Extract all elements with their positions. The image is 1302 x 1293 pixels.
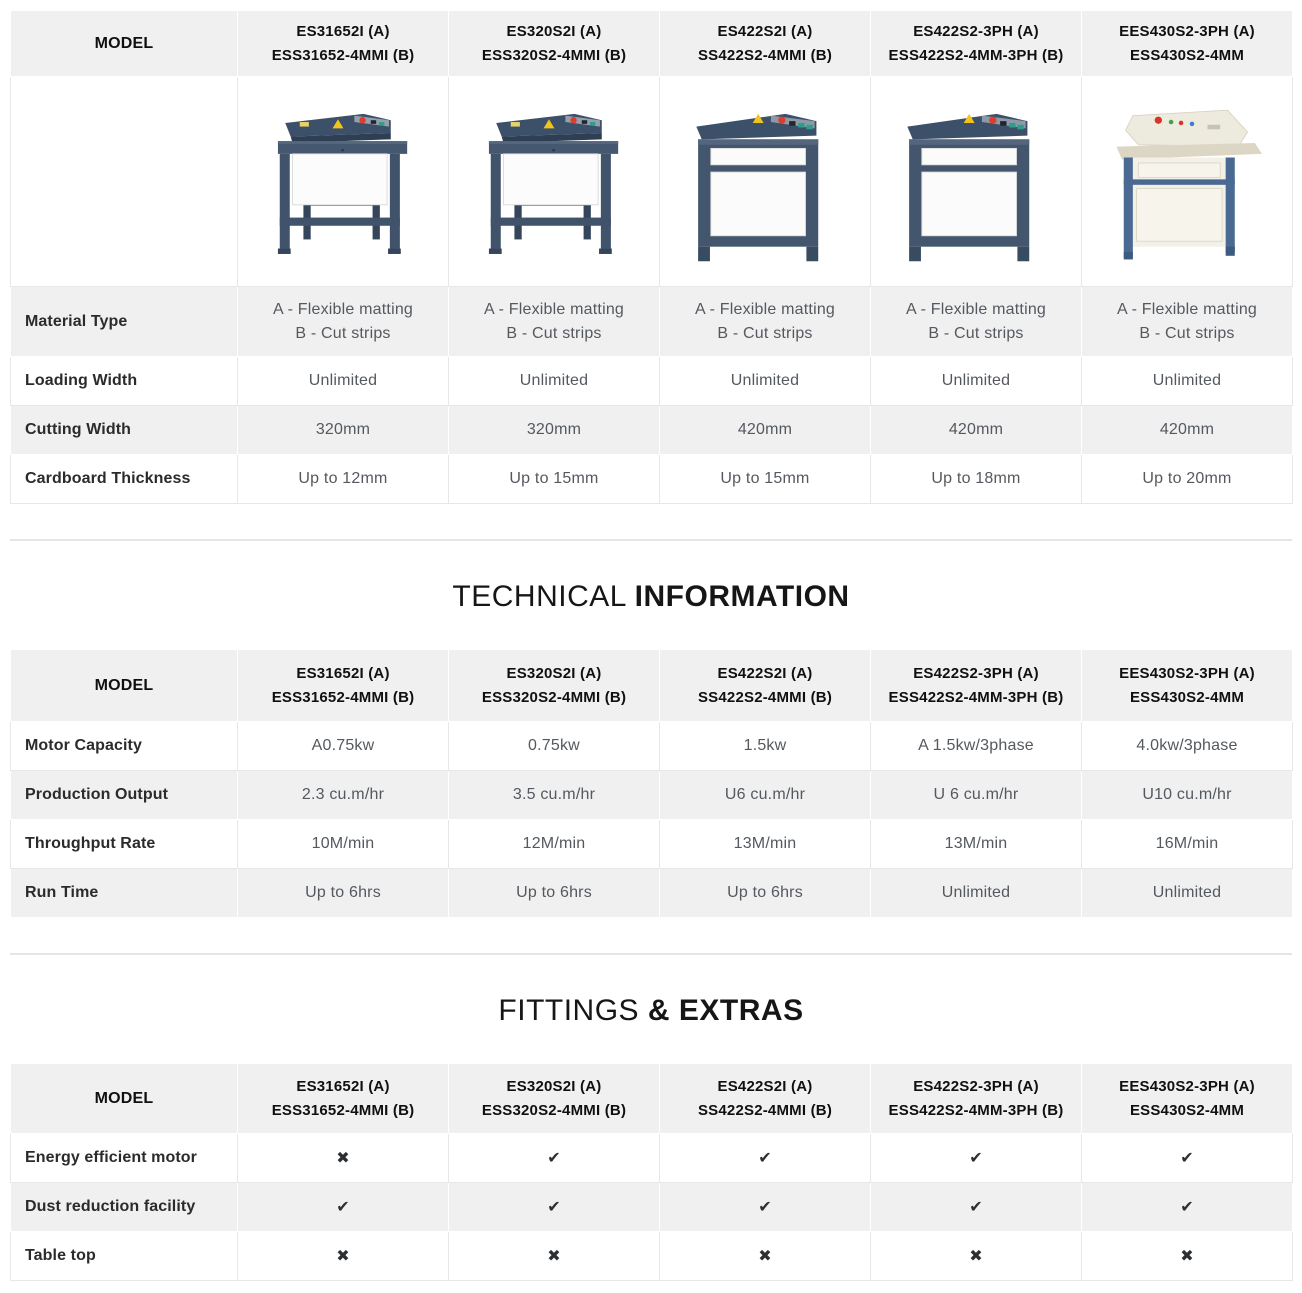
- spec-value: 13M/min: [871, 820, 1082, 869]
- dust-reduction-facility-row: [11, 1183, 1293, 1232]
- specs-table: [10, 10, 1293, 504]
- feature-cell: [1082, 1183, 1293, 1232]
- spec-value: 3.5 cu.m/hr: [449, 771, 660, 820]
- check-icon: ✔: [758, 1197, 772, 1216]
- spec-value: Up to 6hrs: [660, 869, 871, 918]
- model-name-line1: EES430S2-3PH (A): [1119, 22, 1255, 40]
- material-type-value: A - Flexible matting B - Cut strips: [660, 287, 871, 357]
- model-header-cell: [11, 1064, 238, 1134]
- model-name-cell: [449, 650, 660, 722]
- spec-value: Up to 12mm: [238, 455, 449, 504]
- spec-value: 2.3 cu.m/hr: [238, 771, 449, 820]
- spec-value: A 1.5kw/3phase: [871, 722, 1082, 771]
- model-name-line1: ES422S2-3PH (A): [913, 22, 1039, 40]
- check-icon: ✔: [969, 1197, 983, 1216]
- spec-value: Unlimited: [871, 869, 1082, 918]
- spec-value: 13M/min: [660, 820, 871, 869]
- cross-icon: ✖: [969, 1246, 983, 1265]
- technical-header-row: [11, 650, 1293, 722]
- run-time-row: [11, 869, 1293, 918]
- spec-value: Unlimited: [1082, 869, 1293, 918]
- model-name-cell: [871, 1064, 1082, 1134]
- spec-value: 320mm: [238, 406, 449, 455]
- material-type-value: A - Flexible matting B - Cut strips: [449, 287, 660, 357]
- product-image-cell: [871, 77, 1082, 287]
- technical-information-title: TECHNICAL INFORMATION: [452, 580, 850, 613]
- check-icon: ✔: [1180, 1148, 1194, 1167]
- model-name-cell: [871, 650, 1082, 722]
- spec-value: Up to 6hrs: [449, 869, 660, 918]
- cutting-width-row: [11, 406, 1293, 455]
- row-label: Energy efficient motor: [11, 1134, 238, 1183]
- model-name-cell: [1082, 1064, 1293, 1134]
- model-name-line1: ES422S2-3PH (A): [913, 664, 1039, 682]
- spec-value: Up to 18mm: [871, 455, 1082, 504]
- spec-value: A0.75kw: [238, 722, 449, 771]
- spec-value: 4.0kw/3phase: [1082, 722, 1293, 771]
- model-name-line1: ES31652I (A): [296, 1077, 390, 1095]
- section-divider: [10, 539, 1292, 541]
- spec-value: Up to 20mm: [1082, 455, 1293, 504]
- model-name-line2: ESS422S2-4MM-3PH (B): [888, 688, 1064, 706]
- feature-cell: [871, 1134, 1082, 1183]
- model-name-cell: [449, 11, 660, 77]
- model-name-line2: SS422S2-4MMI (B): [697, 1101, 833, 1119]
- spec-value: 420mm: [871, 406, 1082, 455]
- row-label: Throughput Rate: [11, 820, 238, 869]
- spec-value: Unlimited: [871, 357, 1082, 406]
- feature-cell: [449, 1183, 660, 1232]
- cross-icon: ✖: [336, 1246, 350, 1265]
- feature-cell: [1082, 1134, 1293, 1183]
- model-header-cell: [11, 650, 238, 722]
- product-image-cell: [449, 77, 660, 287]
- spec-value: 12M/min: [449, 820, 660, 869]
- spec-value: 16M/min: [1082, 820, 1293, 869]
- spec-value: Unlimited: [1082, 357, 1293, 406]
- product-image-cell: [1082, 77, 1293, 287]
- check-icon: ✔: [336, 1197, 350, 1216]
- model-name-cell: [238, 1064, 449, 1134]
- feature-cell: [1082, 1232, 1293, 1281]
- model-name-cell: [238, 11, 449, 77]
- model-name-cell: [238, 650, 449, 722]
- cross-icon: ✖: [336, 1148, 350, 1167]
- spec-value: U6 cu.m/hr: [660, 771, 871, 820]
- table-top-row: [11, 1232, 1293, 1281]
- feature-cell: [871, 1232, 1082, 1281]
- model-name-line2: ESS320S2-4MMI (B): [481, 688, 627, 706]
- model-name-line1: EES430S2-3PH (A): [1119, 664, 1255, 682]
- product-images-row: [11, 77, 1293, 287]
- row-label: Run Time: [11, 869, 238, 918]
- small-stand-shredder-machine-image: [458, 89, 650, 277]
- section-divider: [10, 953, 1292, 955]
- material-type-row: [11, 287, 1293, 357]
- fittings-header-row: [11, 1064, 1293, 1134]
- model-name-line2: ESS422S2-4MM-3PH (B): [888, 1101, 1064, 1119]
- spec-value: Up to 15mm: [449, 455, 660, 504]
- model-name-line2: ESS430S2-4MM: [1129, 46, 1245, 64]
- model-name-line2: SS422S2-4MMI (B): [697, 46, 833, 64]
- row-label: Production Output: [11, 771, 238, 820]
- spec-value: Up to 6hrs: [238, 869, 449, 918]
- model-name-line1: ES422S2I (A): [717, 664, 813, 682]
- model-name-line2: ESS430S2-4MM: [1129, 1101, 1245, 1119]
- material-type-value: A - Flexible matting B - Cut strips: [871, 287, 1082, 357]
- small-stand-shredder-machine-image: [247, 89, 439, 277]
- model-label: MODEL: [94, 1089, 154, 1107]
- model-name-line1: ES31652I (A): [296, 22, 390, 40]
- feature-cell: [449, 1134, 660, 1183]
- feature-cell: [660, 1183, 871, 1232]
- feature-cell: [449, 1232, 660, 1281]
- motor-capacity-row: [11, 722, 1293, 771]
- model-name-line2: ESS430S2-4MM: [1129, 688, 1245, 706]
- specs-header-row: [11, 11, 1293, 77]
- check-icon: ✔: [1180, 1197, 1194, 1216]
- model-name-cell: [1082, 650, 1293, 722]
- production-output-row: [11, 771, 1293, 820]
- model-name-line1: ES320S2I (A): [506, 1077, 602, 1095]
- technical-table: [10, 649, 1293, 918]
- model-name-line2: ESS31652-4MMI (B): [271, 688, 415, 706]
- cream-cabinet-shredder-machine-image: [1091, 89, 1283, 277]
- model-name-line1: EES430S2-3PH (A): [1119, 1077, 1255, 1095]
- row-label: Dust reduction facility: [11, 1183, 238, 1232]
- model-label: MODEL: [94, 34, 154, 52]
- model-name-line2: ESS31652-4MMI (B): [271, 46, 415, 64]
- cardboard-thickness-row: [11, 455, 1293, 504]
- model-name-line1: ES320S2I (A): [506, 22, 602, 40]
- spec-value: Unlimited: [449, 357, 660, 406]
- cross-icon: ✖: [547, 1246, 561, 1265]
- fittings-extras-title: FITTINGS & EXTRAS: [498, 994, 804, 1027]
- large-cabinet-shredder-machine-image: [669, 89, 861, 277]
- model-name-cell: [1082, 11, 1293, 77]
- spec-value: 320mm: [449, 406, 660, 455]
- spec-value: 1.5kw: [660, 722, 871, 771]
- model-name-cell: [660, 1064, 871, 1134]
- spec-value: Unlimited: [238, 357, 449, 406]
- model-name-cell: [449, 1064, 660, 1134]
- large-cabinet-shredder-machine-image: [880, 89, 1072, 277]
- energy-efficient-motor-row: [11, 1134, 1293, 1183]
- model-name-line2: ESS320S2-4MMI (B): [481, 46, 627, 64]
- model-name-line1: ES320S2I (A): [506, 664, 602, 682]
- model-name-line1: ES422S2I (A): [717, 1077, 813, 1095]
- spec-value: Unlimited: [660, 357, 871, 406]
- row-label: Cutting Width: [11, 406, 238, 455]
- row-label: Table top: [11, 1232, 238, 1281]
- check-icon: ✔: [969, 1148, 983, 1167]
- model-name-line2: SS422S2-4MMI (B): [697, 688, 833, 706]
- model-name-line1: ES422S2I (A): [717, 22, 813, 40]
- check-icon: ✔: [758, 1148, 772, 1167]
- feature-cell: [238, 1232, 449, 1281]
- model-label: MODEL: [94, 676, 154, 694]
- feature-cell: [238, 1183, 449, 1232]
- spec-value: 420mm: [660, 406, 871, 455]
- spec-value: 10M/min: [238, 820, 449, 869]
- feature-cell: [238, 1134, 449, 1183]
- product-image-cell: [660, 77, 871, 287]
- spec-value: 0.75kw: [449, 722, 660, 771]
- row-label: Loading Width: [11, 357, 238, 406]
- cross-icon: ✖: [1180, 1246, 1194, 1265]
- model-name-line2: ESS320S2-4MMI (B): [481, 1101, 627, 1119]
- loading-width-row: [11, 357, 1293, 406]
- model-name-line2: ESS31652-4MMI (B): [271, 1101, 415, 1119]
- spec-value: U 6 cu.m/hr: [871, 771, 1082, 820]
- product-image-cell: [238, 77, 449, 287]
- material-type-value: A - Flexible matting B - Cut strips: [1082, 287, 1293, 357]
- cross-icon: ✖: [758, 1246, 772, 1265]
- empty-cell: [11, 77, 238, 287]
- row-label: Motor Capacity: [11, 722, 238, 771]
- throughput-rate-row: [11, 820, 1293, 869]
- model-name-cell: [660, 650, 871, 722]
- model-name-line2: ESS422S2-4MM-3PH (B): [888, 46, 1064, 64]
- row-label: Material Type: [11, 287, 238, 357]
- spec-value: Up to 15mm: [660, 455, 871, 504]
- model-name-cell: [871, 11, 1082, 77]
- row-label: Cardboard Thickness: [11, 455, 238, 504]
- model-name-line1: ES422S2-3PH (A): [913, 1077, 1039, 1095]
- model-header-cell: [11, 11, 238, 77]
- feature-cell: [871, 1183, 1082, 1232]
- model-name-cell: [660, 11, 871, 77]
- check-icon: ✔: [547, 1148, 561, 1167]
- model-name-line1: ES31652I (A): [296, 664, 390, 682]
- material-type-value: A - Flexible matting B - Cut strips: [238, 287, 449, 357]
- fittings-table: [10, 1063, 1293, 1281]
- feature-cell: [660, 1134, 871, 1183]
- spec-value: U10 cu.m/hr: [1082, 771, 1293, 820]
- feature-cell: [660, 1232, 871, 1281]
- spec-value: 420mm: [1082, 406, 1293, 455]
- check-icon: ✔: [547, 1197, 561, 1216]
